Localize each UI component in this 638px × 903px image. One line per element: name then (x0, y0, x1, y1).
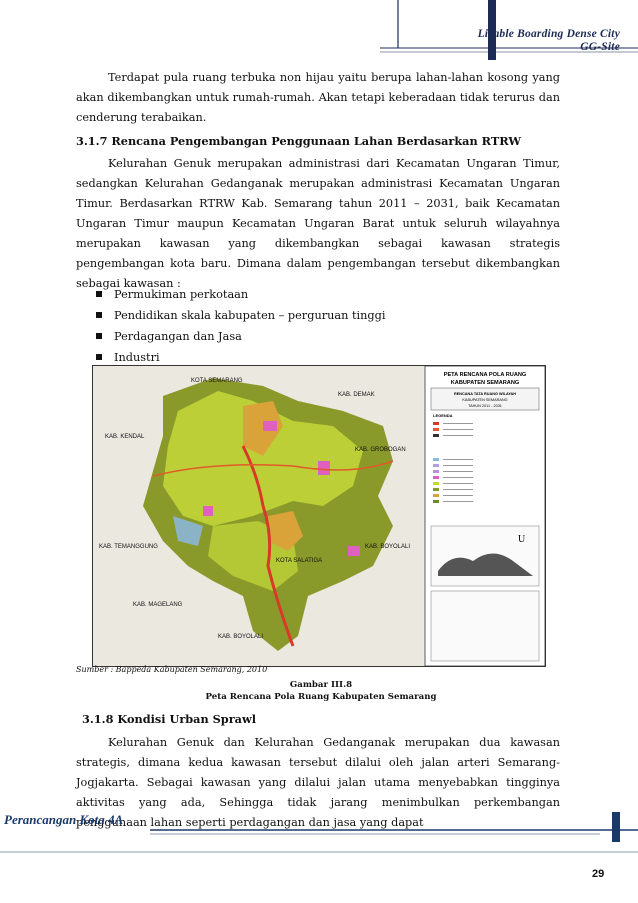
map-label-kota-semarang: KOTA SEMARANG (191, 378, 243, 384)
list-item (96, 284, 386, 305)
list-item-text: Permukiman perkotaan (114, 288, 249, 301)
intro-text: Terdapat pula ruang terbuka non hijau yaitu berupa lahan-lahan kosong yang akan dikembangkan untuk rumah-rumah. Akan tetapi keberadaan tidak terurus dan cenderung terabaikan. (76, 71, 560, 124)
header-title (478, 28, 620, 54)
section-heading-318: 3.1.8 Kondisi Urban Sprawl (82, 712, 256, 726)
map-label-kab-boyolali-south: KAB. BOYOLALI (218, 634, 264, 640)
north-arrow-icon: U (518, 534, 526, 545)
map-legend-heading: LEGENDA (433, 413, 453, 418)
map-figure (92, 365, 546, 667)
bullet-list (96, 284, 386, 368)
header-title-line1: Livable Boarding Dense City (477, 28, 620, 40)
footer-title: Perancangan Kota 4A (4, 812, 124, 827)
map-label-kab-grobogan: KAB. GROBOGAN (355, 447, 406, 453)
paragraph-317 (76, 154, 560, 294)
map-title-line1: PETA RENCANA POLA RUANG (443, 372, 527, 378)
caption-number: Gambar III.8 (289, 680, 353, 690)
map-label-kab-temanggung: KAB. TEMANGGUNG (99, 544, 158, 550)
page-number: 29 (592, 868, 605, 880)
list-item-text: Industri (114, 351, 160, 364)
map-label-kota-salatiga: KOTA SALATIGA (276, 558, 323, 564)
map-label-kab-boyolali-east: KAB. BOYOLALI (365, 544, 411, 550)
intro-paragraph (76, 68, 560, 128)
caption-title: Peta Rencana Pola Ruang Kabupaten Semarang (205, 692, 437, 702)
list-item (96, 305, 386, 326)
section-heading-317: 3.1.7 Rencana Pengembangan Penggunaan Lahan Berdasarkan RTRW (76, 134, 522, 148)
map-inner-line1: RENCANA TATA RUANG WILAYAH (453, 392, 517, 396)
bullet-icon (96, 354, 102, 360)
map-label-kab-demak: KAB. DEMAK (338, 392, 375, 398)
map-label-kab-kendal: KAB. KENDAL (105, 434, 145, 440)
bullet-icon (96, 291, 102, 297)
map-inner-line2: KABUPATEN SEMARANG (462, 398, 508, 402)
list-item (96, 326, 386, 347)
bullet-icon (96, 333, 102, 339)
figure-source: Sumber : Bappeda Kabupaten Semarang, 2010 (76, 665, 268, 674)
map-inner-line3: TAHUN 2011 - 2031 (468, 404, 502, 408)
footer-rule (0, 842, 638, 862)
map-image (93, 366, 545, 666)
bullet-icon (96, 312, 102, 318)
map-title-line2: KABUPATEN SEMARANG (450, 380, 520, 386)
list-item-text: Perdagangan dan Jasa (114, 330, 242, 343)
paragraph-318-text: Kelurahan Genuk dan Kelurahan Gedanganak merupakan dua kawasan strategis, dimana kedua kawasan tersebut dilalui oleh jalan arteri Semarang-Jogjakarta. Sebagai kawasan yang dilalui jalan utama menyebabkan tingginya aktivitas yang ada, Sehingga tidak jarang menimbulkan perkembangan penggunaan lahan seperti perdagangan dan jasa yang dapat (76, 736, 560, 829)
paragraph-317-text: Kelurahan Genuk merupakan administrasi dari Kecamatan Ungaran Timur, sedangkan Kelurahan Gedanganak merupakan administrasi Kecamatan Ungaran Timur. Berdasarkan RTRW Kab. Semarang tahun 2011 – 2031, baik Kecamatan Ungaran Timur maupun Kecamatan Ungaran Barat untuk seluruh wilayahnya merupakan kawasan yang dikembangkan sebagai kawasan strategis pengembangan kota baru. Dimana dalam pengembangan tersebut dikembangkan sebagai kawasan : (76, 157, 560, 290)
header-title-line2: GG-Site (580, 41, 620, 53)
list-item-text: Pendidikan skala kabupaten – perguruan tinggi (114, 309, 386, 322)
map-label-kab-magelang: KAB. MAGELANG (133, 602, 183, 608)
